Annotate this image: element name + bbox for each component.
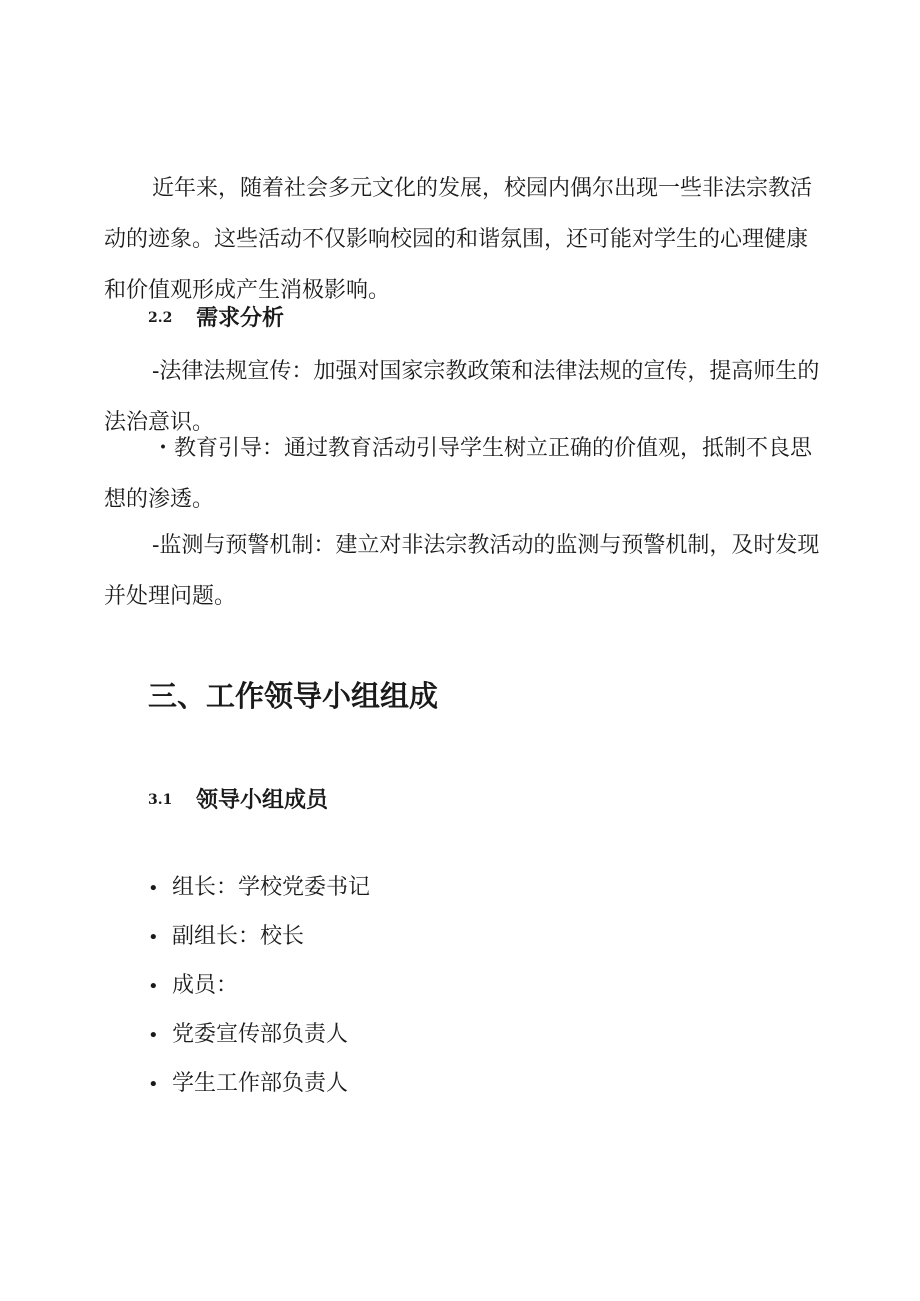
member-text: 学生工作部负责人: [172, 1071, 349, 1096]
subsection-number: 2.2: [148, 310, 173, 326]
needs-item-education-guidance: ・教育引导：通过教育活动引导学生树立正确的价值观，抵制不良思想的渗透。: [104, 436, 813, 512]
section-title: 三、工作领导小组组成: [148, 679, 439, 713]
intro-paragraph: 近年来，随着社会多元文化的发展，校园内偶尔出现一些非法宗教活动的迹象。这些活动不仅影响校园的和谐氛围，还可能对学生的心理健康和价值观形成产生消极影响。: [104, 176, 813, 303]
subsection-title: 需求分析: [196, 305, 285, 331]
needs-item-legal-publicity: -法律法规宣传：加强对国家宗教政策和法律法规的宣传，提高师生的法治意识。: [104, 359, 820, 435]
member-text: 副组长：校长: [172, 924, 305, 949]
bullet-icon: •: [148, 1025, 159, 1046]
bullet-icon: •: [148, 976, 159, 997]
bullet-icon: •: [148, 1074, 159, 1095]
member-text: 组长：学校党委书记: [172, 875, 371, 900]
list-item: [148, 966, 370, 1015]
member-text: 成员：: [172, 973, 239, 998]
member-list: [148, 868, 370, 1113]
subsection-heading-3-1: [148, 785, 328, 815]
needs-item-monitoring-warning: -监测与预警机制：建立对非法宗教活动的监测与预警机制，及时发现并处理问题。: [104, 533, 820, 609]
list-item: [148, 868, 370, 917]
list-item: [148, 1064, 370, 1113]
member-text: 党委宣传部负责人: [172, 1022, 349, 1047]
subsection-heading-2-2: [148, 303, 284, 333]
list-item: [148, 1015, 370, 1064]
list-item: [148, 917, 370, 966]
bullet-icon: •: [148, 927, 159, 948]
subsection-title: 领导小组成员: [196, 787, 329, 813]
subsection-number: 3.1: [148, 792, 173, 808]
bullet-icon: •: [148, 878, 159, 899]
